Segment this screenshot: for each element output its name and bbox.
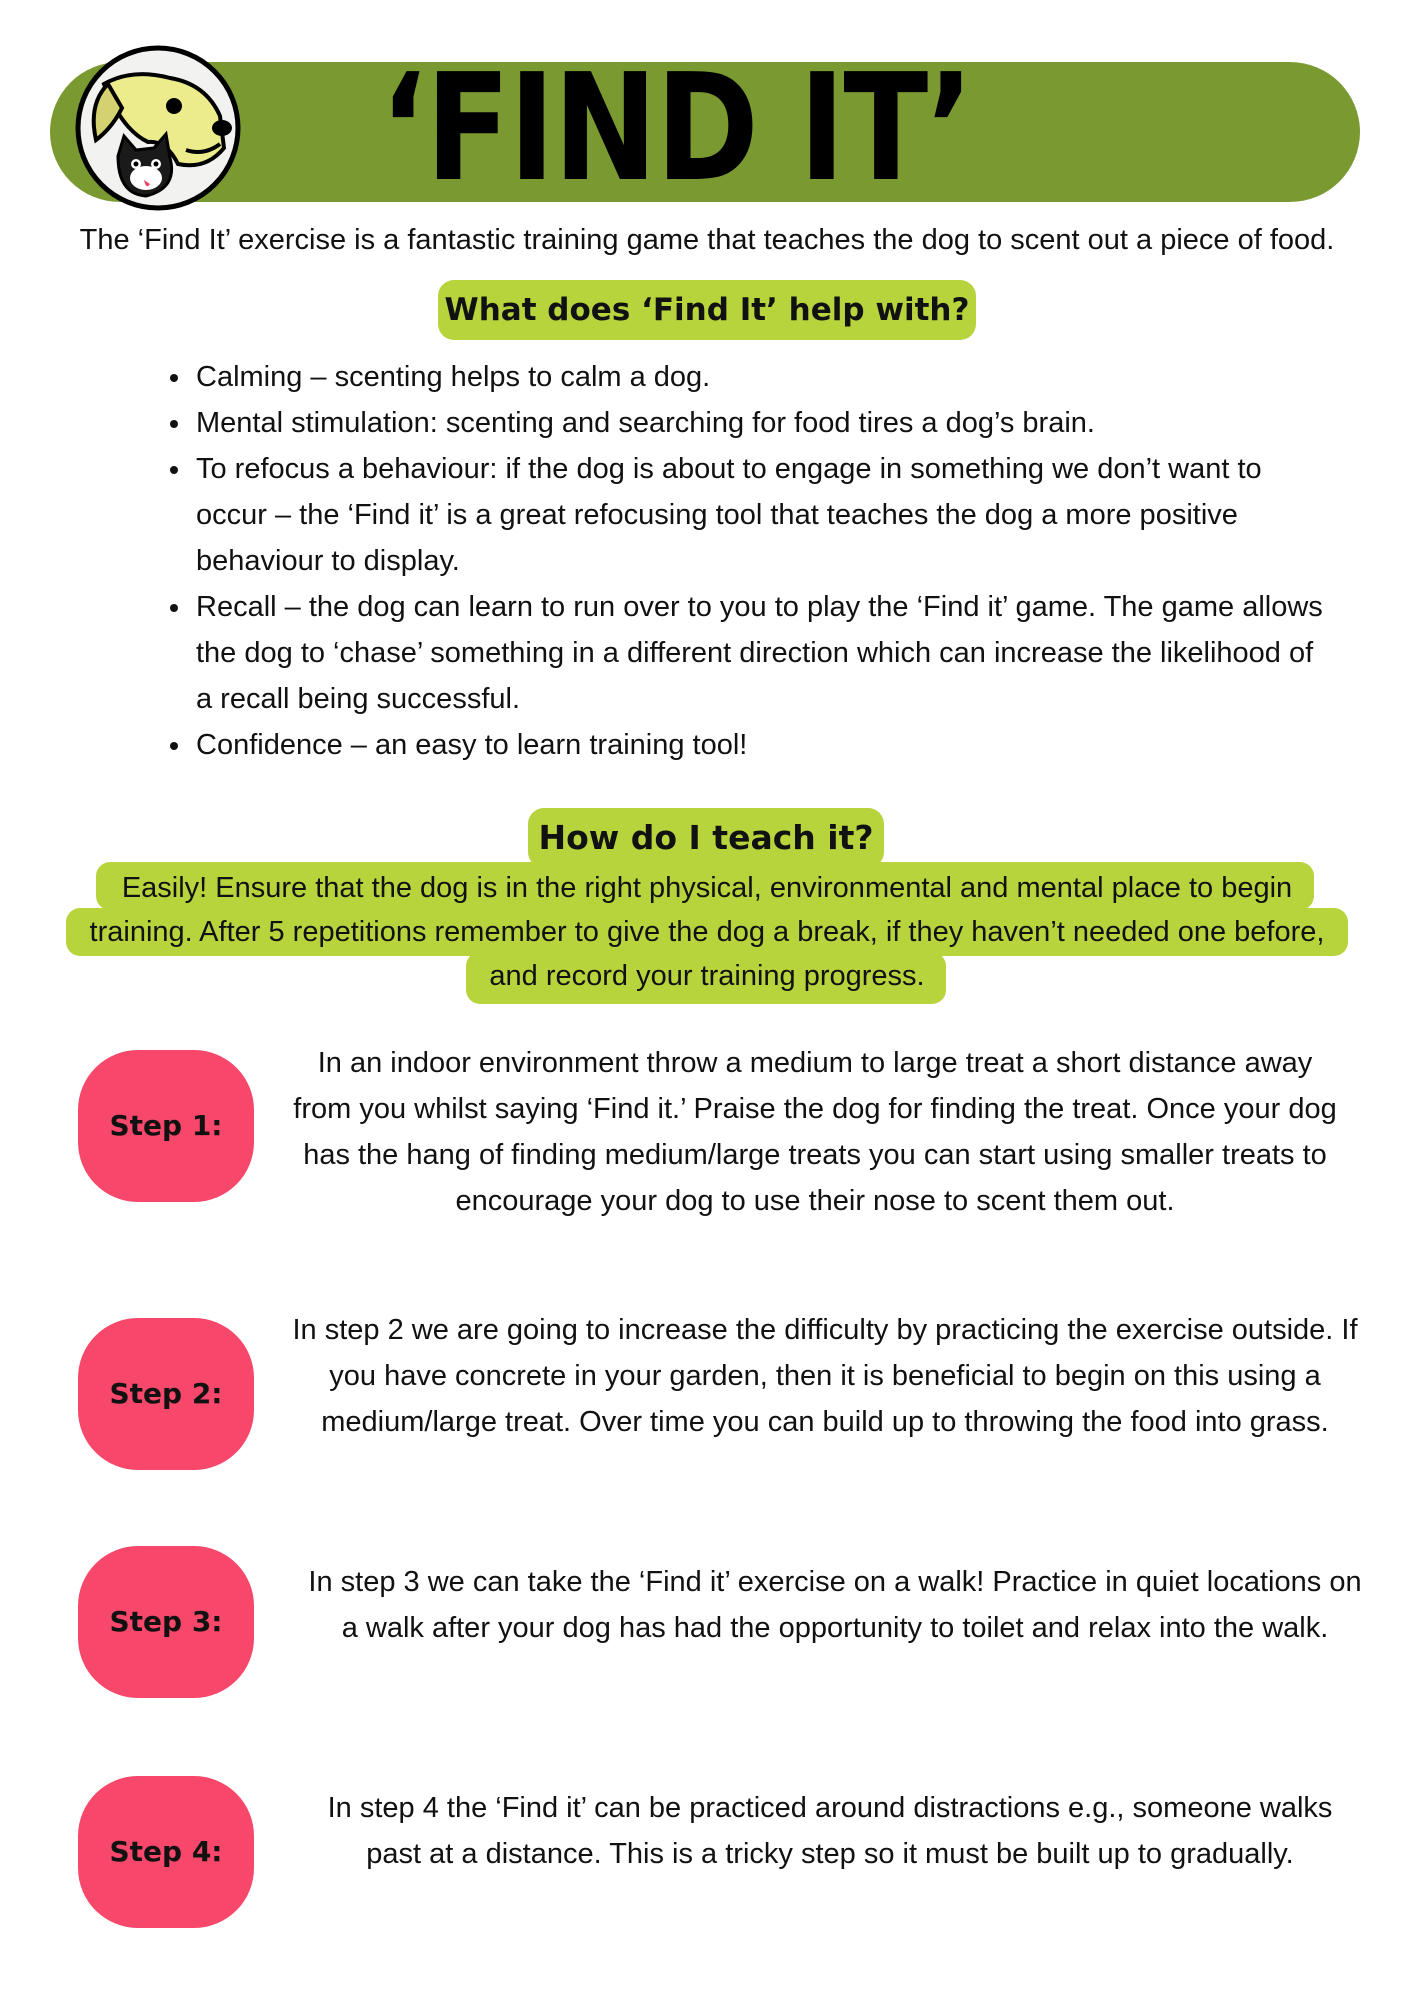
step-4-text: In step 4 the ‘Find it’ can be practiced around distractions e.g., someone walks past at a distance. This is a tricky step so it must be built up to gradually.: [327, 1792, 1333, 1870]
step-4-badge: Step 4:: [78, 1776, 254, 1928]
list-item: Calming – scenting helps to calm a dog.: [196, 354, 1336, 400]
step-1-badge: Step 1:: [78, 1050, 254, 1202]
teach-line: Easily! Ensure that the dog is in the right physical, environmental and mental place to begin: [121, 872, 1293, 904]
dog-cat-logo: [74, 44, 242, 212]
page-title: ‘FIND IT’: [380, 42, 973, 214]
benefits-list: [196, 354, 1336, 768]
step-2-text: In step 2 we are going to increase the difficulty by practicing the exercise outside. If you have concrete in your garden, then it is beneficial to begin on this using a medium/large treat. Over time you can build up to throwing the food into grass.: [292, 1314, 1358, 1438]
step-1-text: In an indoor environment throw a medium to large treat a short distance away from you whilst saying ‘Find it.’ Praise the dog for finding the treat. Once your dog has the hang of finding medium/large treats you can start using smaller treats to encourage your dog to use their nose to scent them out.: [293, 1047, 1337, 1217]
list-item: Mental stimulation: scenting and searching for food tires a dog’s brain.: [196, 400, 1336, 446]
help-section-heading: What does ‘Find It’ help with?: [438, 280, 976, 340]
intro-text: The ‘Find It’ exercise is a fantastic training game that teaches the dog to scent out a piece of food.: [79, 224, 1335, 256]
list-item: Confidence – an easy to learn training tool!: [196, 722, 1336, 768]
teach-line: training. After 5 repetitions remember to give the dog a break, if they haven’t needed one before,: [89, 916, 1325, 948]
teach-intro-text: [40, 866, 1374, 998]
list-item: To refocus a behaviour: if the dog is about to engage in something we don’t want to occur – the ‘Find it’ is a great refocusing tool that teaches the dog a more positive behaviour to display.: [196, 446, 1336, 584]
step-2-badge: Step 2:: [78, 1318, 254, 1470]
teach-section-heading: How do I teach it?: [528, 808, 884, 868]
teach-line: and record your training progress.: [489, 960, 925, 992]
list-item: Recall – the dog can learn to run over to you to play the ‘Find it’ game. The game allows the dog to ‘chase’ something in a different direction which can increase the likelihood of a recall being successful.: [196, 584, 1336, 722]
step-3-text: In step 3 we can take the ‘Find it’ exercise on a walk! Practice in quiet locations on a walk after your dog has had the opportunity to toilet and relax into the walk.: [308, 1566, 1362, 1644]
step-3-badge: Step 3:: [78, 1546, 254, 1698]
